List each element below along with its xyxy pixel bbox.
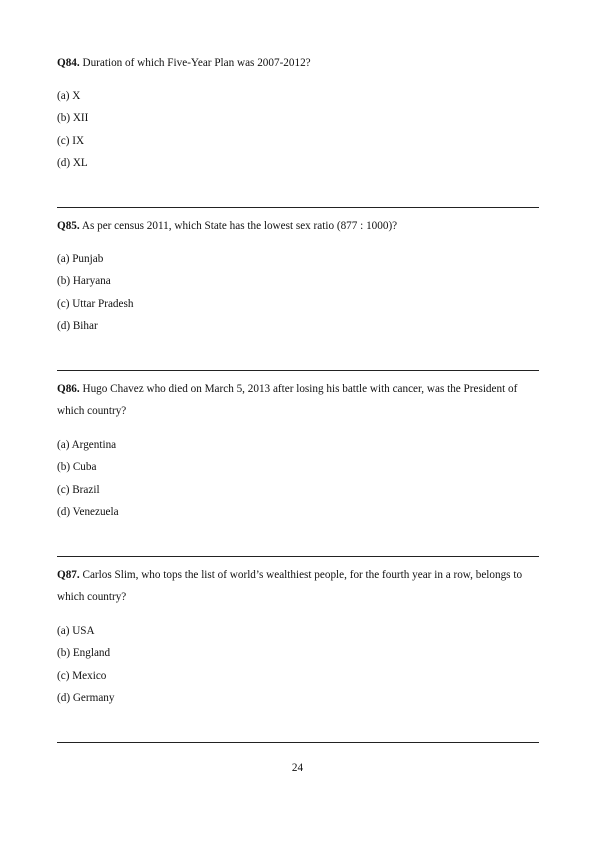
options-q86 [57, 434, 119, 523]
option-d: (d) Venezuela [57, 505, 119, 518]
question-q84 [57, 52, 539, 74]
page-number: 24 [291, 762, 304, 774]
option-b: (b) England [57, 647, 111, 660]
divider-rule [57, 556, 539, 557]
question-number: Q86. [57, 383, 80, 395]
divider-rule [57, 742, 539, 743]
option-c: (c) IX [57, 134, 85, 147]
question-number: Q85. [57, 220, 80, 232]
option-c: (c) Mexico [57, 669, 107, 682]
option-a: (a) Punjab [57, 253, 104, 265]
question-number: Q87. [57, 569, 80, 581]
option-a: (a) X [57, 90, 81, 102]
option-b: (b) XII [57, 112, 89, 125]
options-q85 [57, 248, 133, 337]
question-number: Q84. [57, 57, 80, 69]
option-b: (b) Haryana [57, 275, 111, 288]
option-d: (d) Germany [57, 691, 115, 704]
question-text: Carlos Slim, who tops the list of world’s wealthiest people, for the fourth year in a row, belongs to which country? [57, 569, 523, 603]
question-text: Hugo Chavez who died on March 5, 2013 after losing his battle with cancer, was the President of which country? [57, 383, 518, 417]
question-q85 [57, 215, 539, 237]
option-a: (a) USA [57, 625, 95, 637]
question-text: Duration of which Five-Year Plan was 2007-2012? [82, 57, 311, 69]
option-c: (c) Brazil [57, 483, 100, 496]
option-a: (a) Argentina [57, 439, 117, 451]
question-q87 [57, 564, 539, 608]
divider-rule [57, 207, 539, 208]
option-d: (d) XL [57, 156, 88, 169]
divider-rule [57, 370, 539, 371]
option-d: (d) Bihar [57, 319, 98, 332]
options-q87 [57, 620, 114, 709]
question-q86 [57, 378, 539, 422]
option-c: (c) Uttar Pradesh [57, 297, 134, 310]
options-q84 [57, 85, 88, 174]
option-b: (b) Cuba [57, 461, 97, 474]
question-text: As per census 2011, which State has the lowest sex ratio (877 : 1000)? [81, 220, 398, 232]
